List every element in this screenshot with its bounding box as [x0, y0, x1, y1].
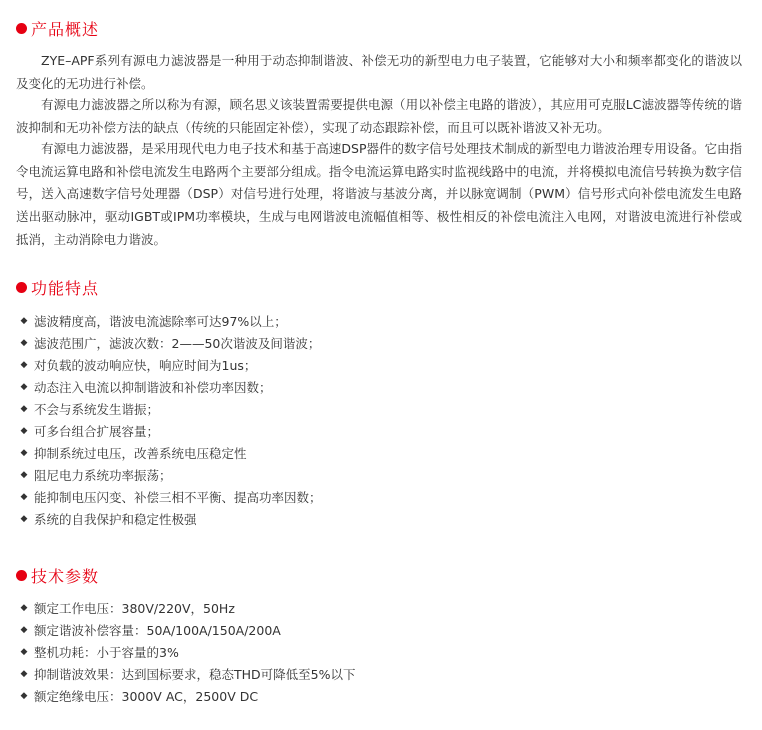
features-title: 功能特点 [31, 278, 100, 298]
specs-title: 技术参数 [31, 566, 100, 586]
list-item [20, 464, 322, 486]
diamond-icon: ◆ [20, 514, 28, 524]
diamond-icon: ◆ [20, 647, 28, 657]
overview-paragraph-1: ZYE–APF系列有源电力滤波器是一种用于动态抑制谐波、补偿无功的新型电力电子装置，它能够对大小和频率都变化的谐波以及变化的无功进行补偿。 [16, 53, 742, 91]
overview-title: 产品概述 [31, 19, 100, 39]
diamond-icon: ◆ [20, 470, 28, 480]
list-item [20, 398, 322, 420]
overview-paragraph-3: 有源电力滤波器，是采用现代电力电子技术和基于高速DSP器件的数字信号处理技术制成的新型电力谐波治理专用设备。它由指令电流运算电路和补偿电流发生电路两个主要部分组成。指令电流运算电路实时监视线路中的电流，并将模拟电流信号转换为数字信号，送入高速数字信号处理器（DSP）对信号进行处理，将谐波与基波分离，并以脉宽调制（PWM）信号形式向补偿电流发生电路送出驱动脉冲，驱动IGBT或IPM功率模块，生成与电网谐波电流幅值相等、极性相反的补偿电流注入电网，对谐波电流进行补偿或抵消，主动消除电力谐波。 [16, 141, 742, 247]
list-item [20, 376, 322, 398]
feature-text: 对负载的波动响应快，响应时间为1us； [34, 358, 257, 373]
specs-list [20, 597, 356, 707]
feature-text: 能抑制电压闪变、补偿三相不平衡、提高功率因数； [34, 490, 322, 505]
specs-heading [16, 563, 99, 587]
feature-text: 系统的自我保护和稳定性极强 [34, 512, 197, 527]
spec-text: 整机功耗：小于容量的3% [34, 645, 179, 660]
list-item [20, 641, 356, 663]
list-item [20, 354, 322, 376]
diamond-icon: ◆ [20, 492, 28, 502]
features-list [20, 310, 322, 530]
diamond-icon: ◆ [20, 404, 28, 414]
list-item [20, 663, 356, 685]
list-item [20, 442, 322, 464]
spec-text: 额定谐波补偿容量：50A/100A/150A/200A [34, 623, 281, 638]
list-item [20, 597, 356, 619]
diamond-icon: ◆ [20, 625, 28, 635]
diamond-icon: ◆ [20, 382, 28, 392]
list-item [20, 310, 322, 332]
features-heading [16, 275, 99, 299]
diamond-icon: ◆ [20, 448, 28, 458]
feature-text: 滤波精度高，谐波电流滤除率可达97%以上； [34, 314, 287, 329]
feature-text: 阻尼电力系统功率振荡； [34, 468, 172, 483]
feature-text: 动态注入电流以抑制谐波和补偿功率因数； [34, 380, 272, 395]
red-dot-icon [16, 570, 27, 581]
feature-text: 不会与系统发生谐振； [34, 402, 160, 417]
diamond-icon: ◆ [20, 426, 28, 436]
diamond-icon: ◆ [20, 691, 28, 701]
list-item [20, 332, 322, 354]
spec-text: 额定绝缘电压：3000V AC，2500V DC [34, 689, 259, 704]
overview-heading [16, 16, 99, 40]
list-item [20, 486, 322, 508]
diamond-icon: ◆ [20, 338, 28, 348]
diamond-icon: ◆ [20, 669, 28, 679]
diamond-icon: ◆ [20, 603, 28, 613]
list-item [20, 508, 322, 530]
diamond-icon: ◆ [20, 360, 28, 370]
diamond-icon: ◆ [20, 316, 28, 326]
feature-text: 抑制系统过电压，改善系统电压稳定性 [34, 446, 247, 461]
red-dot-icon [16, 23, 27, 34]
list-item [20, 619, 356, 641]
feature-text: 可多台组合扩展容量； [34, 424, 160, 439]
red-dot-icon [16, 282, 27, 293]
feature-text: 滤波范围广，滤波次数：2——50次谐波及间谐波； [34, 336, 321, 351]
list-item [20, 420, 322, 442]
list-item [20, 685, 356, 707]
overview-paragraph-2: 有源电力滤波器之所以称为有源，顾名思义该装置需要提供电源（用以补偿主电路的谐波），其应用可克服LC滤波器等传统的谐波抑制和无功补偿方法的缺点（传统的只能固定补偿），实现了动态跟踪补偿，而且可以既补谐波又补无功。 [16, 97, 742, 135]
spec-text: 额定工作电压：380V/220V，50Hz [34, 601, 235, 616]
spec-text: 抑制谐波效果：达到国标要求，稳态THD可降低至5%以下 [34, 667, 356, 682]
